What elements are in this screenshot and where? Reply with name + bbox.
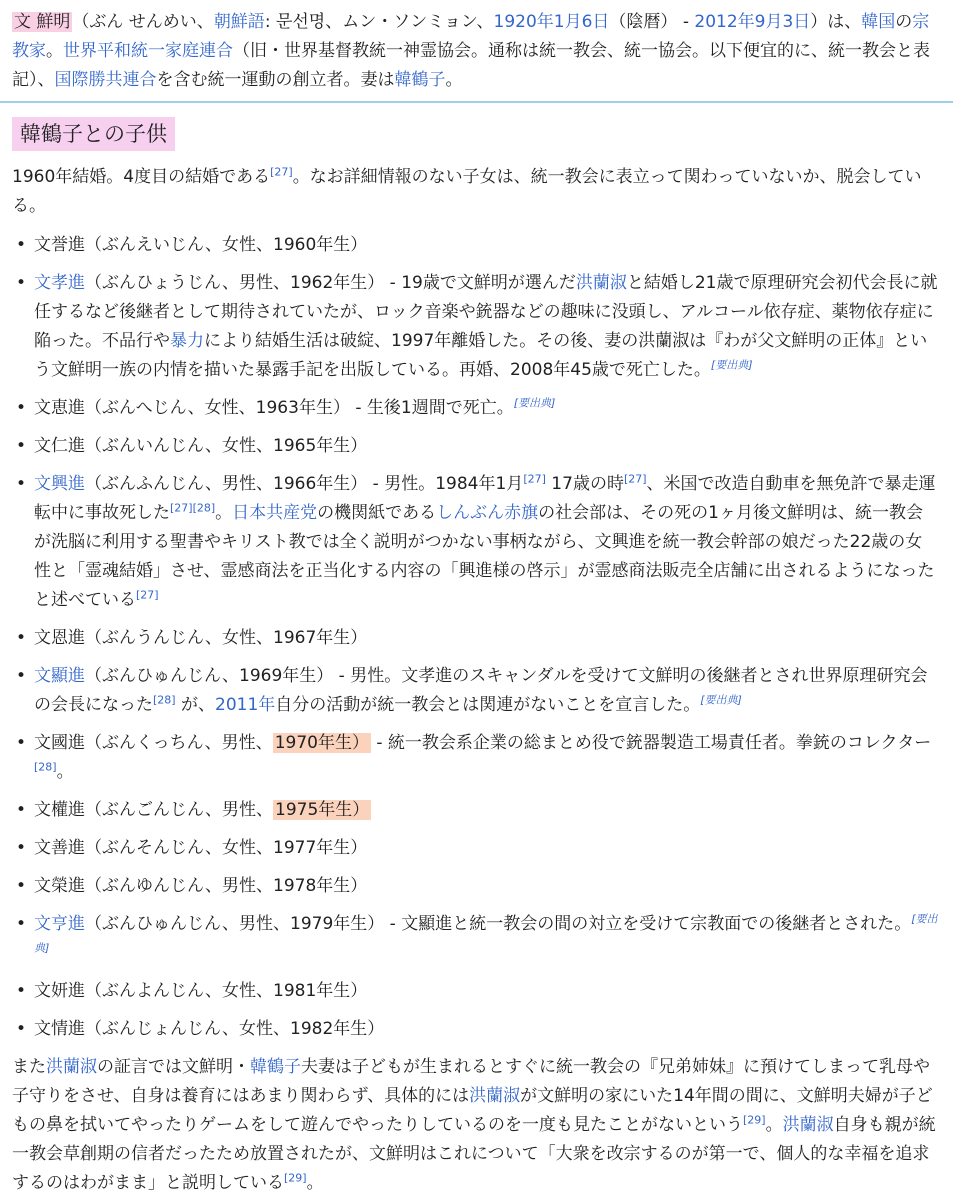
section-divider — [0, 101, 953, 103]
hong-nansook-link[interactable]: 洪蘭淑 — [782, 1115, 834, 1135]
intro-text: 。 — [46, 41, 63, 61]
child-entry-text: 文誉進（ぶんえいじん、女性、1960年生） — [34, 235, 368, 255]
list-item — [12, 910, 939, 968]
child-entry-text: 文善進（ぶんそんじん、女性、1977年生） — [34, 838, 368, 858]
lead-text: 1960年結婚。4度目の結婚である — [12, 167, 271, 187]
hong-nansook-link[interactable]: 洪蘭淑 — [46, 1057, 97, 1077]
child-entry-text: 文國進（ぶんくっちん、男性、 — [34, 733, 273, 753]
birth-note-text: （陰暦） — [609, 12, 678, 32]
child-entry-text: と結婚し21歳で原理研究会初代会長に就任するなど後継者として期待されていたが、ロック音楽や銃器などの趣味に没頭し、アルコール依存症、薬物依存症に陥った。不品行や — [34, 273, 938, 351]
reference-29[interactable]: [29] — [284, 1171, 307, 1185]
religious-leader-link[interactable]: 宗教家 — [12, 12, 930, 61]
victory-over-communism-link[interactable]: 国際勝共連合 — [54, 70, 157, 90]
child-entry-text: 文恩進（ぶんうんじん、女性、1967年生） — [34, 628, 368, 648]
citation-needed[interactable]: [要出典] — [710, 358, 753, 372]
closing-text: また — [12, 1057, 46, 1077]
list-item — [12, 269, 939, 385]
intro-text: を含む統一運動の創立者。妻は — [156, 70, 395, 90]
list-item — [12, 624, 939, 653]
year-2011-link[interactable]: 2011年 — [215, 695, 276, 715]
list-item — [12, 662, 939, 720]
highlighted-birth-year: 1970年生） — [274, 733, 369, 753]
child-entry-text: 、米国で改造自動車を無免許で暴走運転中に事故死した — [34, 474, 936, 523]
reading-text: （ぶん せんめい、 — [72, 12, 214, 32]
child-entry-text: 自分の活動が統一教会とは関連がないことを宣言した。 — [275, 695, 701, 715]
list-item — [12, 729, 939, 787]
closing-text: 夫妻は子どもが生まれるとすぐに統一教会の『兄弟姉妹』に預けてしまって乳母や子守りをさせ、自身は養育にはあまり関わらず、具体的には — [12, 1057, 930, 1106]
death-date-link[interactable]: 2012年9月3日 — [694, 12, 811, 32]
intro-text: ）は、 — [810, 12, 862, 32]
list-item — [12, 796, 939, 825]
child-link[interactable]: 文興進 — [34, 474, 85, 494]
child-entry-text: 文恵進（ぶんへじん、女性、1963年生） - 生後1週間で死亡。 — [34, 398, 514, 418]
reference-27[interactable]: [27] — [623, 472, 647, 486]
lead-text: 。なお詳細情報のない子女は、統一教会に表立って関わっていないか、脱会している。 — [12, 167, 922, 216]
closing-text: の証言では文鮮明・ — [97, 1057, 250, 1077]
reference-28[interactable]: [28] — [34, 760, 57, 774]
child-entry-text: 。 — [215, 503, 233, 523]
citation-needed[interactable]: [要出典] — [513, 396, 556, 410]
hong-nansook-link[interactable]: 洪蘭淑 — [469, 1086, 521, 1106]
korean-language-link[interactable]: 朝鮮語 — [213, 12, 265, 32]
section-lead-paragraph — [0, 163, 953, 221]
list-item — [12, 231, 939, 260]
intro-text: 。 — [445, 70, 463, 90]
child-entry-text: が、 — [175, 695, 215, 715]
child-link[interactable]: 文孝進 — [34, 273, 85, 293]
child-entry-text: - 統一教会系企業の総まとめ役で銃器製造工場責任者。拳銃のコレクター — [370, 733, 932, 753]
citation-needed[interactable]: [要出典] — [700, 693, 742, 707]
child-entry-text: （ぶんひょうじん、男性、1962年生） - 19歳で文鮮明が選んだ — [85, 273, 576, 293]
birth-date-link[interactable]: 1920年1月6日 — [493, 12, 610, 32]
korean-name-text: : 문선명、ムン・ソンミョン、 — [264, 12, 494, 32]
reference-27-28[interactable]: [27][28] — [170, 501, 216, 515]
reference-29[interactable]: [29] — [743, 1113, 766, 1127]
child-entry-text: 文仁進（ぶんいんじん、女性、1965年生） — [34, 436, 368, 456]
child-entry-text: 文權進（ぶんごんじん、男性、 — [34, 800, 274, 820]
section-heading: 韓鶴子との子供 — [12, 117, 175, 151]
korea-link[interactable]: 韓国 — [861, 12, 896, 32]
child-entry-text: 文榮進（ぶんゆんじん、男性、1978年生） — [34, 876, 368, 896]
child-entry-text: の機関紙である — [317, 503, 437, 523]
child-entry-text: の社会部は、その死の1ヶ月後文鮮明は、統一教会が洗脳に利用する聖書やキリスト教では全く説明がつかない事柄ながら、文興進を統一教会幹部の娘だった22歳の女性と「霊魂結婚」させ、霊感商法を正当化する内容の「興進様の啓示」が霊感商法販売全店舗に出されるようになったと述べている — [34, 503, 935, 610]
child-link[interactable]: 文顯進 — [34, 666, 85, 686]
child-entry-text: により結婚生活は破綻、1997年離婚した。その後、妻の洪蘭淑は『わが父文鮮明の正体』という文鮮明一族の内情を描いた暴露手記を出版している。再婚、2008年45歳で死亡した。 — [34, 331, 928, 380]
list-item — [12, 834, 939, 863]
closing-paragraph — [0, 1053, 953, 1198]
child-entry-text: 17歳の時 — [545, 474, 624, 494]
subject-name: 文 鮮明 — [14, 12, 71, 32]
list-item — [12, 977, 939, 1006]
violence-link[interactable]: 暴力 — [170, 331, 204, 351]
intro-text: （旧・世界基督教統一神霊協会。通称は統一教会、統一協会。以下便宜的に、統一教会と表記）、 — [12, 41, 930, 90]
jcp-link[interactable]: 日本共産党 — [232, 503, 318, 523]
child-entry-text: （ぶんひゅんじん、1969年生） - 男性。文孝進のスキャンダルを受けて文鮮明の後継者とされ世界原理研究会の会長になった — [34, 666, 928, 715]
citation-needed[interactable]: [要出典] — [34, 912, 938, 955]
family-federation-link[interactable]: 世界平和統一家庭連合 — [63, 41, 233, 61]
akahata-link[interactable]: しんぶん赤旗 — [436, 503, 539, 523]
closing-text: 自身も親が統一教会草創期の信者だったため放置されたが、文鮮明はこれについて「大衆を改宗するのが第一で、個人的な幸福を追求するのはわがまま」と説明している — [12, 1115, 936, 1193]
dash-text: - — [677, 12, 695, 32]
closing-text: 。 — [765, 1115, 783, 1135]
child-entry-text: 。 — [56, 762, 74, 782]
child-entry-text: 文妍進（ぶんよんじん、女性、1981年生） — [34, 981, 368, 1001]
list-item — [12, 470, 939, 615]
highlighted-birth-year: 1975年生） — [275, 800, 370, 820]
reference-28[interactable]: [28] — [153, 693, 176, 707]
list-item — [12, 394, 939, 423]
reference-27[interactable]: [27] — [136, 588, 159, 602]
reference-27[interactable]: [27] — [523, 472, 546, 486]
closing-text: 。 — [306, 1173, 324, 1193]
reference-27[interactable]: [27] — [270, 165, 293, 179]
list-item — [12, 872, 939, 901]
list-item — [12, 1015, 939, 1044]
list-item — [12, 432, 939, 461]
child-link[interactable]: 文亨進 — [34, 914, 85, 934]
wife-link[interactable]: 韓鶴子 — [394, 70, 446, 90]
child-entry-text: 文情進（ぶんじょんじん、女性、1982年生） — [34, 1019, 385, 1039]
wife-link[interactable]: 韓鶴子 — [250, 1057, 301, 1077]
article-intro — [0, 0, 953, 101]
closing-text: が文鮮明の家にいた14年間の間に、文鮮明夫婦が子どもの鼻を拭いてやったりゲームをして遊んでやったりしているのを一度も見たことがないという — [12, 1086, 933, 1135]
child-entry-text: （ぶんふんじん、男性、1966年生） - 男性。1984年1月 — [85, 474, 524, 494]
intro-text: の — [895, 12, 913, 32]
hong-nansook-link[interactable]: 洪蘭淑 — [575, 273, 627, 293]
children-list — [0, 231, 953, 1044]
child-entry-text: （ぶんひゅんじん、男性、1979年生） - 文顯進と統一教会の間の対立を受けて宗教面での後継者とされた。 — [85, 914, 912, 934]
